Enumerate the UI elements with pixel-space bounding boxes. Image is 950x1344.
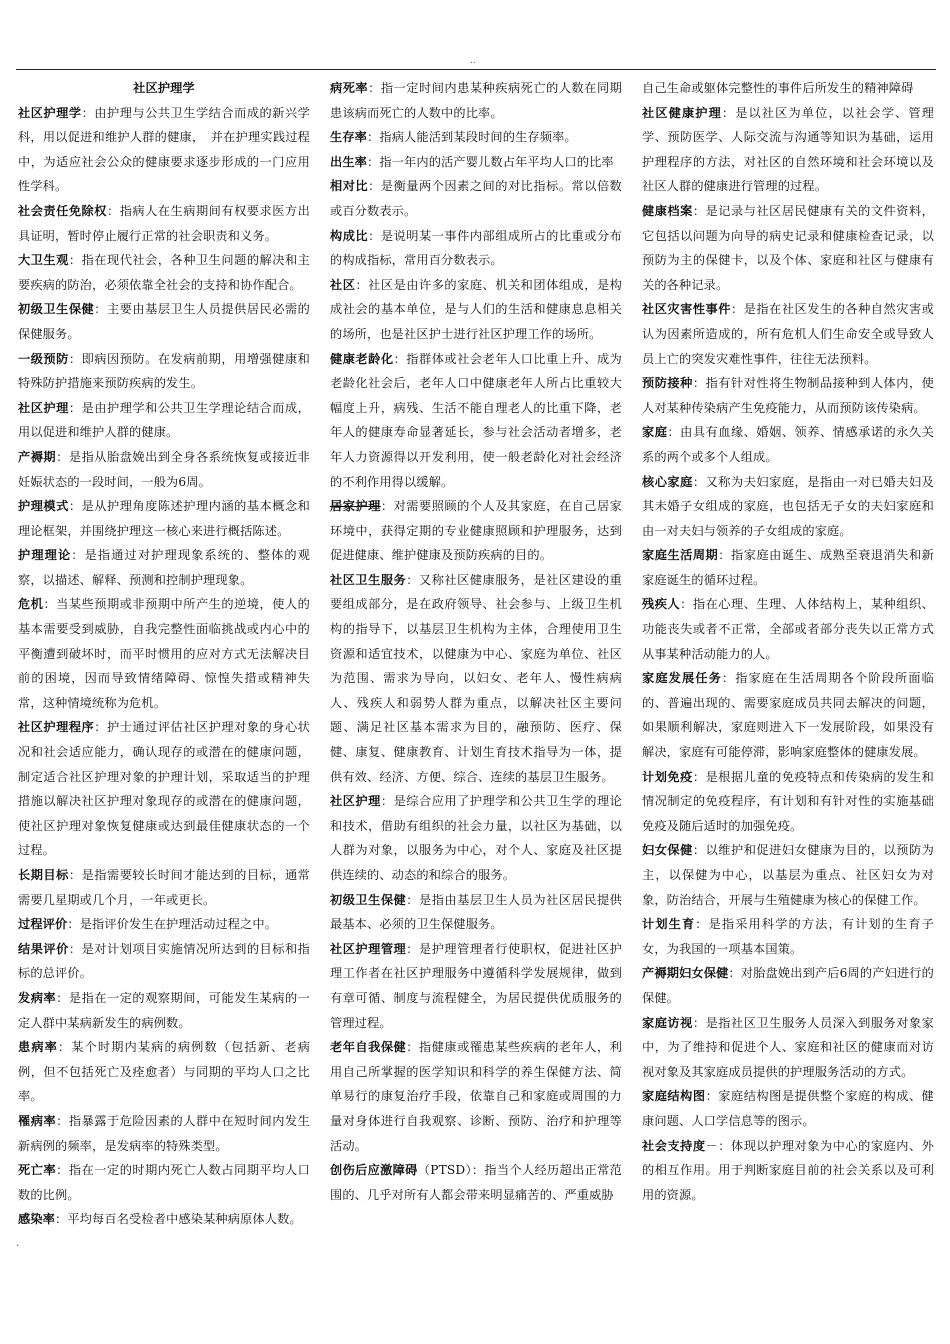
entry-term: 长期目标 bbox=[18, 868, 69, 882]
entry-term: 社区护理管理 bbox=[330, 941, 407, 956]
glossary-entry bbox=[18, 494, 310, 543]
glossary-entry bbox=[642, 592, 934, 666]
glossary-entry bbox=[18, 445, 310, 494]
entry-term: 家庭 bbox=[642, 425, 668, 440]
column-1-entries bbox=[18, 101, 310, 1232]
glossary-entry bbox=[18, 1109, 310, 1158]
glossary-entry bbox=[18, 592, 310, 715]
entry-definition: ：指在现代社会，各种卫生问题的解决和主要疾病的防治，必须依靠全社会的支持和协作配合。 bbox=[18, 253, 310, 292]
entry-definition: ：是护理管理者行使职权，促进社区护理工作者在社区护理服务中遵循科学发展规律，做到有章可循、制度与流程健全，为居民提供优质服务的管理过程。 bbox=[330, 941, 622, 1030]
entry-term: 社区护理 bbox=[330, 794, 381, 809]
column-3-entries bbox=[642, 76, 934, 1207]
entry-term: 家庭发展任务 bbox=[642, 671, 722, 686]
entry-definition: ：对需要照顾的个人及其家庭，在自己居家环境中，获得定期的专业健康照顾和护理服务，达到促进健康、维护健康及预防疾病的目的。 bbox=[330, 499, 622, 563]
entry-term: 感染率 bbox=[18, 1212, 56, 1227]
glossary-entry bbox=[642, 199, 934, 297]
entry-term: 社区 bbox=[330, 277, 356, 292]
entry-definition: ：指群体或社会老年人口比重上升、成为老龄化社会后，老年人口中健康老年人所占比重较大幅度上升，病残、生活不能自理老人的比重下降，老年人的健康寿命显著延长，参与社会活动者增多，老年人力资源得以开发利用，使一般老龄化对社会经济的不利作用得以缓解。 bbox=[330, 351, 623, 489]
entry-term: 危机 bbox=[18, 597, 44, 612]
glossary-entry bbox=[642, 666, 934, 764]
entry-term: 社区健康护理 bbox=[642, 105, 722, 120]
glossary-entry bbox=[642, 543, 934, 592]
entry-definition: ：以维护和促进妇女健康为目的，以预防为主，以保健为中心，以基层为重点、社区妇女为对象，防治结合，开展与生殖健康为核心的保健工作。 bbox=[642, 843, 934, 907]
entry-definition: ：指在心理、生理、人体结构上，某种组织、功能丧失或者不正常，全部或者部分丧失以正常方式从事某种活动能力的人。 bbox=[642, 597, 935, 661]
entry-definition: ：由护理与公共卫生学结合而成的新兴学科，用以促进和维护人群的健康， 并在护理实践过程中，为适应社会公众的健康要求逐步形成的一门应用性学科。 bbox=[18, 105, 311, 194]
entry-definition: 自己生命或躯体完整性的事件后所发生的精神障碍 bbox=[642, 81, 914, 95]
header-rule bbox=[16, 69, 936, 70]
entry-term: 生存率 bbox=[330, 130, 368, 145]
entry-definition: ：是指在社区发生的各种自然灾害或认为因素所造成的，所有危机人们生命安全或导致人员上亡的突发灾难性事件，往往无法预料。 bbox=[642, 302, 934, 366]
glossary-entry bbox=[18, 715, 310, 863]
glossary-entry bbox=[330, 1158, 622, 1207]
entry-definition: ：对胎盘娩出到产后6周的产妇进行的保健。 bbox=[642, 966, 934, 1005]
entry-definition: ：由具有血缘、婚姻、领养、情感承诺的永久关系的两个或多个人组成。 bbox=[642, 425, 934, 464]
glossary-entry bbox=[18, 248, 310, 297]
glossary-entry bbox=[642, 912, 934, 961]
entry-term: 健康老龄化 bbox=[330, 351, 394, 366]
entry-definition: ：平均每百名受检者中感染某种病原体人数。 bbox=[55, 1212, 302, 1227]
entry-definition: ：是指需要较长时间才能达到的目标，通常需要几星期或几个月，一年或更长。 bbox=[18, 868, 310, 907]
footer-mark: . bbox=[16, 1238, 20, 1249]
entry-definition: ：指在一定的时期内死亡人数占同期平均人口数的比例。 bbox=[18, 1163, 311, 1202]
glossary-entry bbox=[18, 986, 310, 1035]
entry-term: 社会责任免除权 bbox=[18, 203, 107, 218]
entry-definition: ：是指从胎盘娩出到全身各系统恢复或接近非妊娠状态的一段时间，一般为6周。 bbox=[18, 449, 311, 489]
glossary-entry bbox=[330, 347, 622, 495]
glossary-entry bbox=[642, 371, 934, 420]
entry-definition: ：社区是由许多的家庭、机关和团体组成，是构成社会的基本单位，是与人们的生活和健康息息相关的场所，也是社区护士进行社区护理工作的场所。 bbox=[330, 277, 622, 341]
glossary-entry bbox=[18, 1035, 310, 1109]
entry-term: 社区护理程序 bbox=[18, 720, 95, 735]
glossary-entry bbox=[642, 101, 934, 199]
column-2 bbox=[330, 76, 622, 1207]
glossary-entry bbox=[642, 765, 934, 839]
entry-term: 家庭访视 bbox=[642, 1015, 693, 1030]
glossary-entry bbox=[642, 76, 934, 101]
entry-term: 产褥期 bbox=[18, 449, 57, 464]
entry-definition: ：是指评价发生在护理活动过程之中。 bbox=[67, 917, 278, 932]
glossary-entry bbox=[18, 297, 310, 346]
entry-definition: ：指家庭在生活周期各个阶段所面临的、普遍出现的、需要家庭成员共同去解决的问题，如果顺利解决，家庭则进入下一发展阶段，如果没有解决，家庭有可能停滞，影响家庭整体的健康发展。 bbox=[642, 671, 934, 760]
entry-definition: ：是指通过对护理现象系统的、整体的观察，以描述、解释、预测和控制护理现象。 bbox=[18, 548, 311, 587]
entry-term: 社区卫生服务 bbox=[330, 572, 407, 587]
entry-term: 残疾人 bbox=[642, 597, 681, 612]
entry-definition: ：指有针对性将生物制品接种到人体内，使人对某种传染病产生免疫能力，从而预防该传染病。 bbox=[642, 376, 934, 415]
entry-definition: ：是记录与社区居民健康有关的文件资料，它包括以问题为向导的病史记录和健康检查记录，以预防为主的保健卡，以及个体、家庭和社区与健康有关的各种记录。 bbox=[642, 203, 934, 292]
glossary-entry bbox=[330, 150, 622, 175]
entry-term: 计划生育 bbox=[642, 917, 696, 932]
entry-term: 妇女保健 bbox=[642, 843, 693, 858]
entry-definition: ：是说明某一事件内部组成所占的比重或分布的构成指标，常用百分数表示。 bbox=[330, 228, 623, 268]
entry-definition: ：当某些预期或非预期中所产生的逆境，使人的基本需要受到威胁，自我完整性面临挑战或内心中的平衡遭到破坏时，而平时惯用的应对方式无法解决目前的困境，因而导致情绪障碍、惊惶失措或精神失常，这种情境统称为危机。 bbox=[18, 597, 310, 710]
entry-definition: ：主要由基层卫生人员提供居民必需的保健服务。 bbox=[18, 302, 310, 341]
entry-term: 创伤后应激障碍 bbox=[330, 1163, 418, 1178]
column-1 bbox=[18, 76, 310, 1232]
glossary-entry bbox=[18, 101, 310, 199]
document-title: 社区护理学 bbox=[133, 81, 195, 95]
entry-term: 构成比 bbox=[330, 228, 369, 243]
entry-definition: ：指健康或罹患某些疾病的老年人，利用自己所掌握的医学知识和科学的养生保健方法、简单易行的康复治疗手段，依靠自己和家庭或周围的力量对身体进行自我观察、诊断、预防、治疗和护理等活动。 bbox=[330, 1040, 622, 1153]
entry-term: 初级卫生保健 bbox=[18, 302, 95, 317]
entry-term: 出生率 bbox=[330, 154, 368, 169]
entry-definition: ：是衡量两个因素之间的对比指标。常以倍数或百分数表示。 bbox=[330, 179, 623, 218]
glossary-entry bbox=[642, 1084, 934, 1133]
column-3 bbox=[642, 76, 934, 1207]
entry-definition: ：某个时期内某病的病例数（包括新、老病例，但不包括死亡及痊愈者）与同期的平均人口之比率。 bbox=[18, 1040, 310, 1104]
glossary-entry bbox=[18, 199, 310, 248]
entry-term: 核心家庭 bbox=[642, 474, 693, 489]
entry-term: 社区护理 bbox=[18, 400, 69, 415]
entry-definition: ：指家庭由诞生、成熟至衰退消失和新家庭诞生的循环过程。 bbox=[642, 548, 934, 587]
glossary-entry bbox=[642, 297, 934, 371]
entry-definition: －：体现以护理对象为中心的家庭内、外的相互作用。用于判断家庭目前的社会关系以及可利用的资源。 bbox=[642, 1138, 935, 1202]
entry-term: 健康档案 bbox=[642, 203, 693, 218]
glossary-entry bbox=[18, 1207, 310, 1232]
entry-definition: ：是以社区为单位，以社会学、管理学、预防医学、人际交流与沟通等知识为基础，运用护理程序的方法，对社区的自然环境和社会环境以及社区人群的健康进行管理的过程。 bbox=[642, 105, 934, 194]
entry-term: 预防接种 bbox=[642, 376, 693, 391]
glossary-entry bbox=[330, 888, 622, 937]
glossary-entry bbox=[642, 1134, 934, 1208]
entry-definition: ：是综合应用了护理学和公共卫生学的理论和技术，借助有组织的社会力量，以社区为基础，以人群为对象，以服务为中心，对个人、家庭及社区提供连续的、动态的和综合的服务。 bbox=[330, 794, 622, 882]
glossary-entry bbox=[18, 347, 310, 396]
glossary-entry bbox=[330, 273, 622, 347]
entry-definition: ：指一定时间内患某种疾病死亡的人数在同期患该病而死亡的人数中的比率。 bbox=[330, 81, 623, 120]
entry-term: 家庭生活周期 bbox=[642, 548, 719, 563]
glossary-entry bbox=[18, 937, 310, 986]
entry-definition: ：是指采用科学的方法，有计划的生育子女，为我国的一项基本国策。 bbox=[642, 917, 935, 956]
entry-definition: ：指暴露于危险因素的人群中在短时间内发生新病例的频率，是发病率的特殊类型。 bbox=[18, 1113, 311, 1153]
glossary-entry bbox=[330, 174, 622, 223]
glossary-entry bbox=[18, 396, 310, 445]
glossary-entry bbox=[18, 1158, 310, 1207]
entry-term: 护理模式 bbox=[18, 499, 69, 514]
glossary-entry bbox=[330, 494, 622, 568]
entry-definition: ：是由护理学和公共卫生学理论结合而成，用以促进和维护人群的健康。 bbox=[18, 400, 310, 440]
entry-term: 家庭结构图 bbox=[642, 1089, 706, 1104]
entry-term: 一级预防 bbox=[18, 351, 69, 366]
entry-term: 大卫生观 bbox=[18, 253, 69, 268]
entry-definition: ：是对计划项目实施情况所达到的目标和指标的总评价。 bbox=[18, 941, 310, 981]
entry-term: 社区灾害性事件 bbox=[642, 302, 731, 317]
entry-term: 过程评价 bbox=[18, 917, 68, 932]
glossary-entry bbox=[18, 543, 310, 592]
glossary-entry bbox=[330, 125, 622, 150]
entry-definition: ：护士通过评估社区护理对象的身心状况和社会适应能力，确认现存的或潜在的健康问题，制定适合社区护理对象的护理计划，采取适当的护理措施以解决社区护理对象现存的或潜在的健康问题，使社区护理对象恢复健康或达到最佳健康状态的一个过程。 bbox=[18, 720, 310, 858]
entry-term: 社会支持度 bbox=[642, 1138, 706, 1153]
entry-definition: ：是指社区卫生服务人员深入到服务对象家中，为了维持和促进个人、家庭和社区的健康而对访视对象及其家庭成员提供的护理服务活动的方式。 bbox=[642, 1015, 934, 1079]
entry-definition: ：即病因预防。在发病前期，用增强健康和特殊防护措施来预防疾病的发生。 bbox=[18, 351, 310, 391]
entry-term: 结果评价 bbox=[18, 941, 69, 956]
entry-term: 初级卫生保健 bbox=[330, 892, 407, 907]
glossary-entry bbox=[642, 838, 934, 912]
entry-definition: ：指病人在生病期间有权要求医方出具证明，暂时停止履行正常的社会职责和义务。 bbox=[18, 203, 310, 243]
glossary-entry bbox=[330, 76, 622, 125]
glossary-entry bbox=[330, 224, 622, 273]
header-mark: .. bbox=[470, 56, 476, 66]
entry-term: 护理理论 bbox=[18, 548, 72, 563]
entry-term: 病死率 bbox=[330, 81, 369, 95]
entry-term: 居家护理 bbox=[330, 499, 381, 514]
entry-definition: ：是指在一定的观察期间，可能发生某病的一定人群中某病新发生的病例数。 bbox=[18, 990, 311, 1030]
glossary-entry bbox=[330, 1035, 622, 1158]
column-2-entries bbox=[330, 76, 622, 1207]
entry-definition: ：又称社区健康服务，是社区建设的重要组成部分，是在政府领导、社会参与、上级卫生机构的指导下，以基层卫生机构为主体，合理使用卫生资源和适宜技术，以健康为中心、家庭为单位、社区为范围、需求为导向，以妇女、老年人、慢性病病人、残疾人和弱势人群为重点，以解决社区主要问题、满足社区基本需求为目的，融预防、医疗、保健、康复、健康教育、计划生育技术指导为一体，提供有效、经济、方便、综合、连续的基层卫生服务。 bbox=[330, 572, 622, 784]
entry-term: 社区护理学 bbox=[18, 105, 82, 120]
entry-term: 发病率 bbox=[18, 990, 57, 1005]
entry-term: 死亡率 bbox=[18, 1163, 57, 1178]
glossary-entry bbox=[330, 568, 622, 789]
entry-term: 产褥期妇女保健 bbox=[642, 966, 729, 981]
entry-definition: ：是指由基层卫生人员为社区居民提供最基本、必须的卫生保健服务。 bbox=[330, 892, 622, 932]
entry-definition: ：指病人能活到某段时间的生存频率。 bbox=[367, 130, 577, 145]
glossary-entry bbox=[330, 937, 622, 1035]
entry-definition: ：是根据儿童的免疫特点和传染病的发生和情况制定的免疫程序，有计划和有针对性的实施基础免疫及随后适时的加强免疫。 bbox=[642, 769, 934, 833]
entry-definition: ：是从护理角度陈述护理内涵的基本概念和理论框架，并围绕护理这一核心来进行概括陈述。 bbox=[18, 499, 310, 538]
entry-term: 老年自我保健 bbox=[330, 1040, 407, 1055]
entry-definition: ：指一年内的活产婴儿数占年平均人口的比率 bbox=[367, 154, 614, 169]
entry-definition: ：又称为夫妇家庭，是指由一对已婚夫妇及其未婚子女组成的家庭，也包括无子女的夫妇家庭和由一对夫妇与领养的子女组成的家庭。 bbox=[642, 474, 934, 538]
entry-definition: ：家庭结构图是提供整个家庭的构成、健康问题、人口学信息等的图示。 bbox=[642, 1089, 935, 1128]
entry-term: 患病率 bbox=[18, 1040, 58, 1055]
entry-term: 相对比 bbox=[330, 179, 369, 194]
glossary-entry bbox=[18, 863, 310, 912]
glossary-entry bbox=[642, 470, 934, 544]
entry-term: 罹病率 bbox=[18, 1113, 57, 1128]
glossary-entry bbox=[18, 912, 310, 937]
glossary-entry bbox=[330, 789, 622, 887]
entry-definition: （PTSD）：指当个人经历超出正常范围的、几乎对所有人都会带来明显痛苦的、严重威胁 bbox=[330, 1163, 622, 1202]
entry-term: 计划免疫 bbox=[642, 769, 693, 784]
glossary-entry bbox=[642, 961, 934, 1010]
glossary-entry bbox=[642, 420, 934, 469]
glossary-entry bbox=[642, 1011, 934, 1085]
